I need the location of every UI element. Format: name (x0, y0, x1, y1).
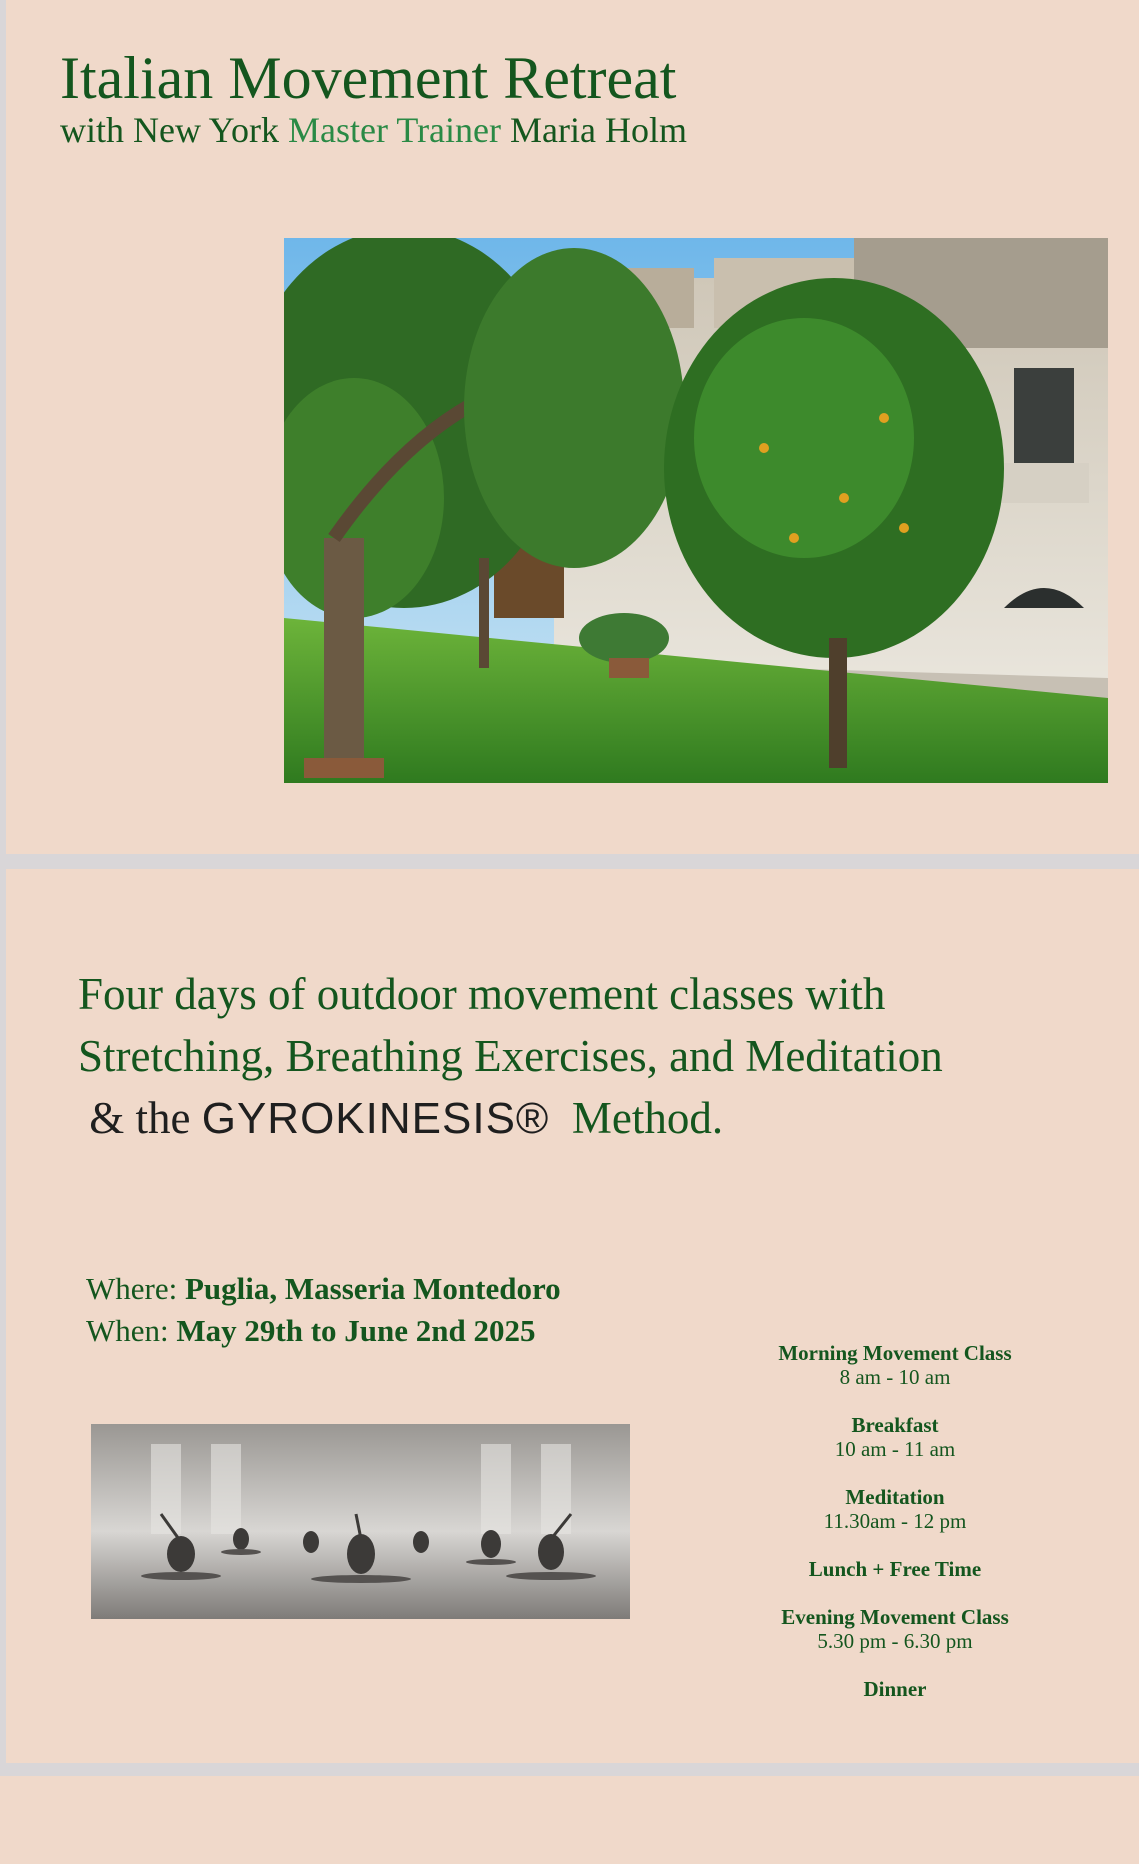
intro-line-3-prefix: & the (89, 1093, 202, 1143)
where-label: Where: (86, 1271, 185, 1306)
where-value: Puglia, Masseria Montedoro (184, 1271, 561, 1306)
when-row (86, 1310, 561, 1352)
intro-line-1: Four days of outdoor movement classes with (78, 969, 886, 1019)
intro-line-3 (78, 1087, 943, 1150)
schedule-item-name: Morning Movement Class (778, 1341, 1012, 1365)
subtitle-part-3: Maria Holm (501, 110, 687, 150)
event-details (86, 1268, 561, 1352)
schedule-item (745, 1485, 1045, 1533)
intro-text (78, 963, 943, 1150)
subtitle-part-1: with New York (60, 110, 289, 150)
schedule-item (745, 1413, 1045, 1461)
when-label: When: (86, 1313, 177, 1348)
page-subtitle (60, 112, 687, 148)
schedule-item-name: Evening Movement Class (781, 1605, 1009, 1629)
page-title: Italian Movement Retreat (60, 45, 677, 111)
schedule-item (745, 1557, 1045, 1581)
schedule-item-time: 11.30am - 12 pm (823, 1509, 967, 1533)
schedule-item-time: 10 am - 11 am (834, 1437, 956, 1461)
villa-garden-photo (284, 238, 1108, 783)
schedule-item (745, 1605, 1045, 1653)
daily-schedule (745, 1341, 1045, 1725)
when-value: May 29th to June 2nd 2025 (176, 1313, 536, 1348)
subtitle-part-2: Master Trainer (288, 110, 502, 150)
schedule-item-name: Meditation (845, 1485, 945, 1509)
schedule-item-time: 5.30 pm - 6.30 pm (817, 1629, 973, 1653)
intro-line-3-suffix: Method. (571, 1093, 724, 1143)
schedule-item-name: Dinner (863, 1677, 927, 1701)
where-row (86, 1268, 561, 1310)
schedule-item-time: 8 am - 10 am (839, 1365, 951, 1389)
intro-line-2: Stretching, Breathing Exercises, and Meditation (78, 1031, 943, 1081)
movement-class-photo (91, 1424, 630, 1619)
schedule-item-name: Breakfast (851, 1413, 939, 1437)
schedule-item-name: Lunch + Free Time (808, 1557, 982, 1581)
bottom-strip (0, 1776, 1139, 1864)
gyrokinesis-brand: GYROKINESIS® (201, 1094, 550, 1143)
schedule-item (745, 1677, 1045, 1701)
schedule-item (745, 1341, 1045, 1389)
